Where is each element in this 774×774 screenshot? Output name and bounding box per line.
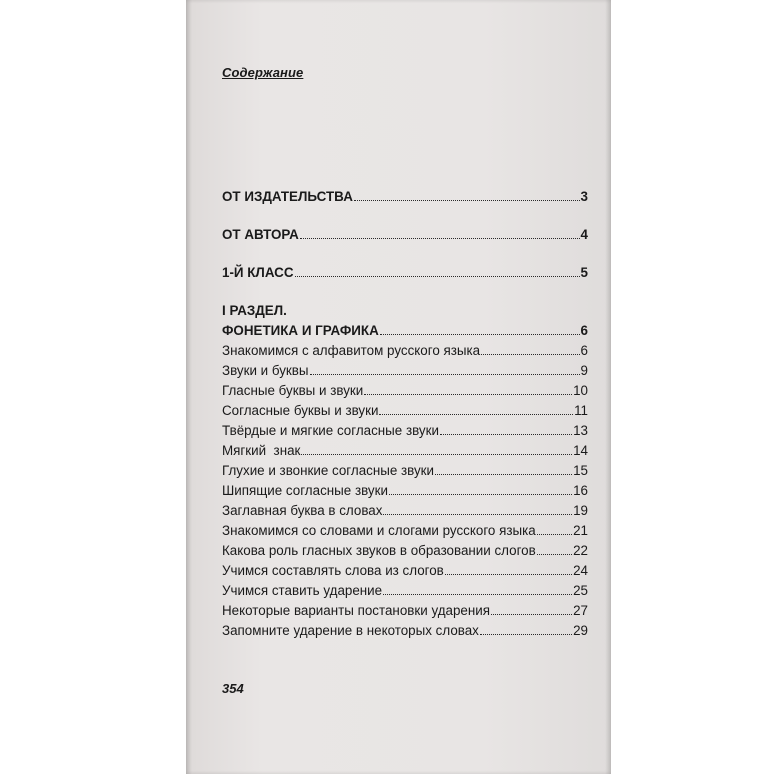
toc-sub-entry: [222, 442, 588, 459]
toc-entry-label: Гласные буквы и звуки: [222, 383, 364, 398]
toc-entry-page: 6: [580, 323, 588, 338]
dot-leader: [379, 414, 573, 415]
toc-sub-entry: [222, 622, 588, 639]
toc-entry-label: Какова роль гласных звуков в образовании слогов: [222, 543, 536, 558]
toc-entry-label: Учимся составлять слова из слогов: [222, 563, 444, 578]
section-subtitle: ФОНЕТИКА И ГРАФИКА: [222, 323, 379, 338]
toc-entry-page: 25: [573, 583, 588, 598]
dot-leader: [310, 374, 580, 375]
dot-leader: [295, 276, 580, 277]
toc-sub-entry: [222, 522, 588, 539]
table-of-contents: [222, 0, 588, 774]
toc-entry-page: 22: [573, 543, 588, 558]
toc-entry-page: 4: [580, 227, 588, 242]
toc-entry-page: 9: [580, 363, 588, 378]
toc-entry-page: 27: [573, 603, 588, 618]
contents-heading: Содержание: [222, 65, 304, 80]
toc-entry-publisher: [222, 188, 588, 205]
toc-entry-page: 21: [573, 523, 588, 538]
dot-leader: [445, 574, 572, 575]
toc-entry-label: Согласные буквы и звуки: [222, 403, 379, 418]
toc-sub-entry: [222, 342, 588, 359]
toc-entry-label: Запомните ударение в некоторых словах: [222, 623, 479, 638]
toc-entry-label: Шипящие согласные звуки: [222, 483, 388, 498]
dot-leader: [389, 494, 572, 495]
dot-leader: [537, 554, 572, 555]
dot-leader: [383, 514, 572, 515]
toc-entry-page: 29: [573, 623, 588, 638]
toc-entry-label: Твёрдые и мягкие согласные звуки: [222, 423, 439, 438]
toc-entry-first-grade: [222, 264, 588, 281]
toc-sub-entry: [222, 582, 588, 599]
dot-leader: [435, 474, 572, 475]
toc-sub-entry: [222, 602, 588, 619]
toc-entry-label: Заглавная буква в словах: [222, 503, 383, 518]
toc-entry-label: Учимся ставить ударение: [222, 583, 383, 598]
toc-entry-label: Знакомимся со словами и слогами русского языка: [222, 523, 536, 538]
toc-entry-author: [222, 226, 588, 243]
toc-entry-page: 16: [573, 483, 588, 498]
toc-sub-entry: [222, 402, 588, 419]
toc-entry-label: ОТ ИЗДАТЕЛЬСТВА: [222, 189, 353, 204]
section-title: I РАЗДЕЛ.: [222, 303, 287, 318]
toc-sub-entry: [222, 482, 588, 499]
toc-entry-label: Мягкий знак: [222, 443, 301, 458]
dot-leader: [300, 238, 580, 239]
toc-sub-entry: [222, 542, 588, 559]
dot-leader: [380, 334, 580, 335]
toc-entry-page: 5: [580, 265, 588, 280]
toc-entry-label: 1-Й КЛАСС: [222, 265, 294, 280]
toc-sub-entry: [222, 422, 588, 439]
toc-entry-label: Глухие и звонкие согласные звуки: [222, 463, 435, 478]
dot-leader: [383, 594, 572, 595]
toc-entry-page: 11: [574, 403, 588, 418]
toc-entry-section: [222, 322, 588, 339]
dot-leader: [537, 534, 572, 535]
dot-leader: [301, 454, 572, 455]
page-right-shadow: [605, 0, 611, 774]
toc-entry-label: ОТ АВТОРА: [222, 227, 299, 242]
toc-entry-page: 10: [573, 383, 588, 398]
toc-sub-entry: [222, 362, 588, 379]
toc-sub-entry: [222, 382, 588, 399]
dot-leader: [354, 200, 580, 201]
toc-entry-label: Знакомимся с алфавитом русского языка: [222, 343, 481, 358]
toc-entry-page: 6: [580, 343, 588, 358]
toc-sub-entry: [222, 562, 588, 579]
dot-leader: [480, 634, 572, 635]
toc-sub-entry: [222, 462, 588, 479]
toc-entry-page: 14: [573, 443, 588, 458]
dot-leader: [491, 614, 572, 615]
dot-leader: [440, 434, 572, 435]
page-number: 354: [222, 681, 244, 696]
toc-entry-page: 19: [573, 503, 588, 518]
dot-leader: [481, 354, 579, 355]
toc-entry-page: 13: [573, 423, 588, 438]
dot-leader: [364, 394, 572, 395]
page-left-shadow: [186, 0, 192, 774]
toc-entry-page: 3: [580, 189, 588, 204]
toc-entry-page: 15: [573, 463, 588, 478]
toc-entry-label: Звуки и буквы: [222, 363, 309, 378]
toc-sub-entry: [222, 502, 588, 519]
toc-entry-label: Некоторые варианты постановки ударения: [222, 603, 490, 618]
toc-entry-page: 24: [573, 563, 588, 578]
